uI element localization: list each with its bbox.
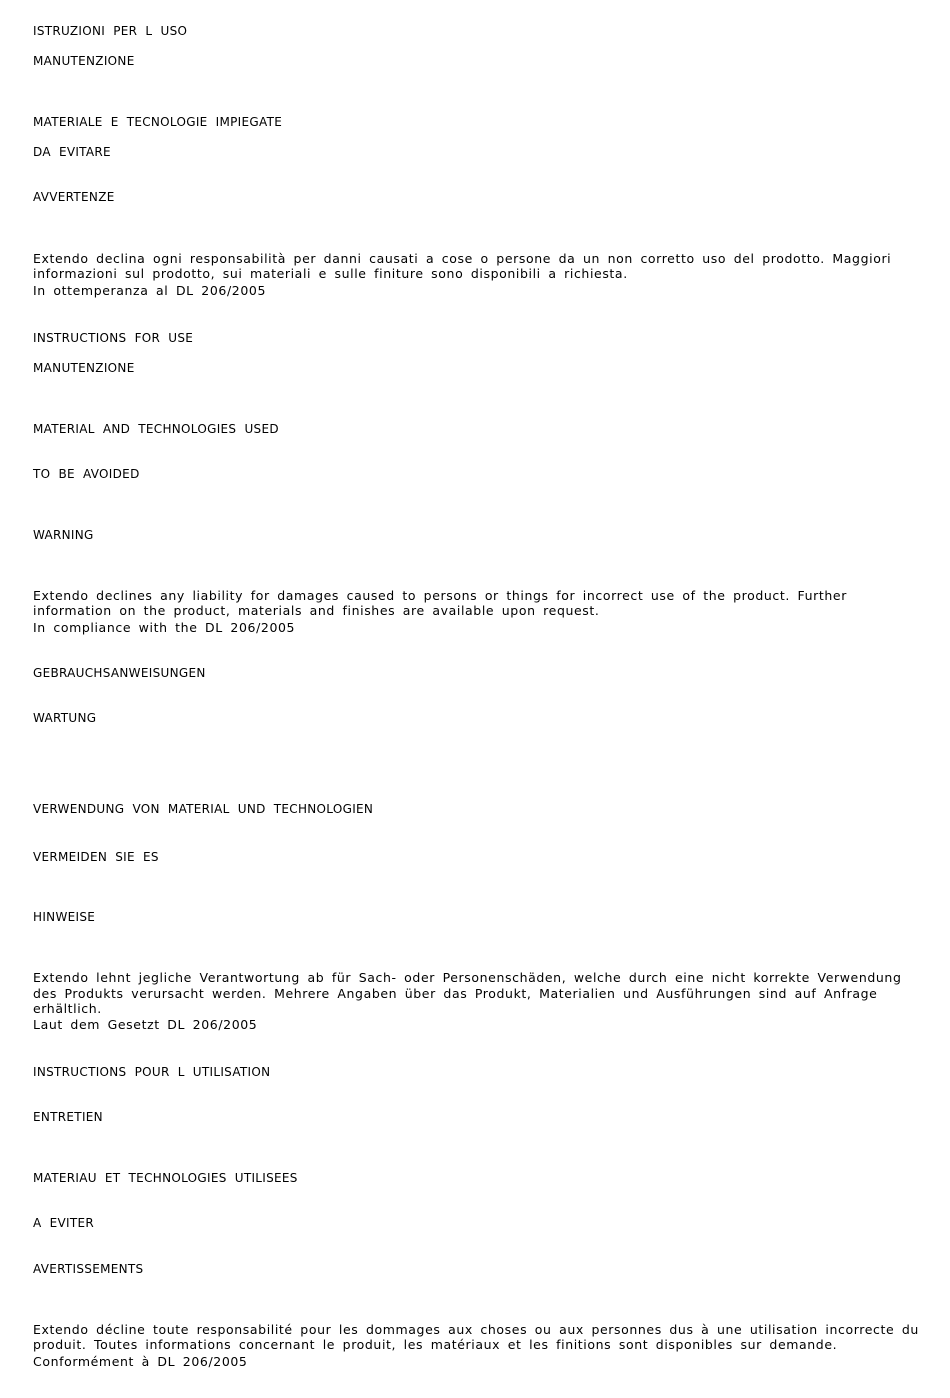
fr-compliance-text: Conformément à DL 206/2005 — [33, 1354, 248, 1369]
de-compliance-text: Laut dem Gesetzt DL 206/2005 — [33, 1017, 258, 1032]
de-materials-heading: VERWENDUNG VON MATERIAL UND TECHNOLOGIEN — [33, 802, 374, 816]
it-warnings-heading: AVVERTENZE — [33, 190, 115, 204]
it-maintenance-heading: MANUTENZIONE — [33, 54, 135, 68]
de-disclaimer-line-2: des Produkts verursacht werden. Mehrere Angaben über das Produkt, Materialien und Ausführungen sind auf Anfrage — [33, 986, 878, 1001]
it-avoid-heading: DA EVITARE — [33, 145, 111, 159]
de-instructions-heading: GEBRAUCHSANWEISUNGEN — [33, 666, 206, 680]
fr-maintenance-heading: ENTRETIEN — [33, 1110, 103, 1124]
de-disclaimer-line-3: erhältlich. — [33, 1001, 102, 1016]
en-avoid-heading: TO BE AVOIDED — [33, 467, 140, 481]
fr-disclaimer-line-1: Extendo décline toute responsabilité pour les dommages aux choses ou aux personnes dus à une utilisation incorrecte du — [33, 1322, 919, 1337]
en-materials-heading: MATERIAL AND TECHNOLOGIES USED — [33, 422, 279, 436]
it-materials-heading: MATERIALE E TECNOLOGIE IMPIEGATE — [33, 115, 283, 129]
fr-materials-heading: MATERIAU ET TECHNOLOGIES UTILISEES — [33, 1171, 298, 1185]
en-compliance-text: In compliance with the DL 206/2005 — [33, 620, 296, 635]
it-disclaimer-line-1: Extendo declina ogni responsabilità per danni causati a cose o persone da un non corretto uso del prodotto. Maggiori — [33, 251, 892, 266]
it-compliance-text: In ottemperanza al DL 206/2005 — [33, 283, 266, 298]
de-warnings-heading: HINWEISE — [33, 910, 96, 924]
en-warnings-heading: WARNING — [33, 528, 94, 542]
de-disclaimer-line-1: Extendo lehnt jegliche Verantwortung ab für Sach- oder Personenschäden, welche durch eine nicht korrekte Verwendung — [33, 970, 902, 985]
fr-instructions-heading: INSTRUCTIONS POUR L UTILISATION — [33, 1065, 271, 1079]
en-instructions-heading: INSTRUCTIONS FOR USE — [33, 331, 194, 345]
fr-warnings-heading: AVERTISSEMENTS — [33, 1262, 144, 1276]
de-maintenance-heading: WARTUNG — [33, 711, 97, 725]
de-avoid-heading: VERMEIDEN SIE ES — [33, 850, 159, 864]
fr-disclaimer-line-2: produit. Toutes informations concernant le produit, les matériaux et les finitions sont disponibles sur demande. — [33, 1337, 838, 1352]
en-maintenance-heading: MANUTENZIONE — [33, 361, 135, 375]
fr-avoid-heading: A EVITER — [33, 1216, 95, 1230]
en-disclaimer-line-2: information on the product, materials and finishes are available upon request. — [33, 603, 600, 618]
en-disclaimer-line-1: Extendo declines any liability for damages caused to persons or things for incorrect use of the product. Further — [33, 588, 847, 603]
it-disclaimer-line-2: informazioni sul prodotto, sui materiali e sulle finiture sono disponibili a richiesta. — [33, 266, 628, 281]
it-instructions-heading: ISTRUZIONI PER L USO — [33, 24, 188, 38]
